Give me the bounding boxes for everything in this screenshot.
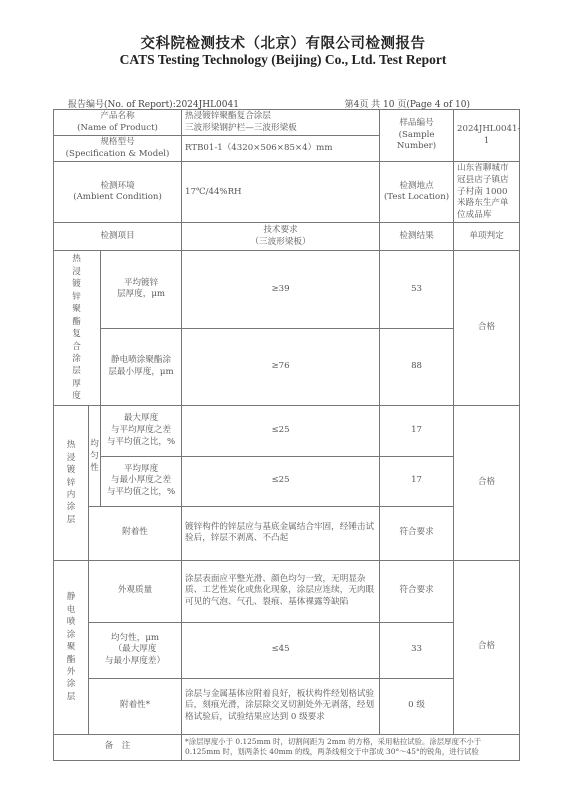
verdict-group-1: 合格 — [454, 251, 520, 405]
result-polyester-min-thickness: 88 — [380, 328, 454, 405]
page-info: 第4页 共 10 页(Page 4 of 10) — [344, 100, 470, 110]
info-row-product — [54, 110, 520, 136]
product-value: 热浸镀锌聚酯复合涂层 三波形梁钢护栏—三波形梁板 — [182, 110, 380, 136]
product-label: 产品名称 (Name of Product) — [54, 110, 182, 136]
req-max-thickness-ratio: ≤25 — [182, 405, 380, 456]
table-row — [54, 560, 520, 622]
remarks-row — [54, 734, 520, 760]
item-polyester-uniformity: 均匀性，μm （最大厚度 与最小厚度差） — [89, 622, 182, 678]
req-polyester-adhesion: 涂层与金属基体应附着良好，板状构件经划格试验后，刻痕光滑，涂层除交叉切割处外无剥落，经划格试验后，试验结果应达到 0 级要求 — [182, 678, 380, 734]
test-report-table — [53, 109, 520, 761]
report-number: 报告编号(No. of Report):2024JHL0041 — [68, 100, 239, 110]
group-label-uniformity: 均匀性 — [90, 438, 99, 473]
remarks-text: *涂层厚度小于 0.125mm 时，切割间距为 2mm 的方格，采用粘拉试验。涂层厚度不小于 0.125mm 时，划两条长 40mm 的线，两条线相交于中部成 30°～45°的锐角，进行试验 — [182, 734, 520, 760]
sample-number-label: 样品编号 (Sample Number) — [380, 110, 454, 162]
result-min-thickness-ratio: 17 — [380, 456, 454, 506]
table-row — [54, 456, 520, 506]
environment-value: 17℃/44%RH — [182, 162, 380, 223]
location-value: 山东省聊城市冠县店子镇店子村南 1000 米路东生产单位成品库 — [454, 162, 520, 223]
table-row — [54, 678, 520, 734]
result-polyester-uniformity: 33 — [380, 622, 454, 678]
item-polyester-adhesion: 附着性* — [89, 678, 182, 734]
remarks-label: 备 注 — [54, 734, 182, 760]
report-title-en: CATS Testing Technology (Beijing) Co., Ltd. Test Report — [119, 52, 447, 67]
environment-label: 检测环境 (Ambient Condition) — [54, 162, 182, 223]
item-max-thickness-ratio: 最大厚度 与平均厚度之差 与平均值之比，% — [101, 405, 182, 456]
spec-value: RTB01-1（4320×506×85×4）mm — [182, 136, 380, 162]
group-label-zinc-layer: 热浸镀锌内涂层 — [66, 440, 76, 525]
result-max-thickness-ratio: 17 — [380, 405, 454, 456]
req-appearance: 涂层表面应平整光滑、颜色均匀一致，无明显杂质、工艺性炭化或焦化现象，涂层应连续，无肉眼可见的气泡、气孔、裂痕、基体裸露等缺陷 — [182, 560, 380, 622]
group-label-polyester-layer: 静电喷涂聚酯外涂层 — [66, 592, 76, 702]
spec-label: 规格型号 (Specification & Model) — [54, 136, 182, 162]
req-polyester-uniformity: ≤45 — [182, 622, 380, 678]
item-appearance: 外观质量 — [89, 560, 182, 622]
req-zinc-average-thickness: ≥39 — [182, 251, 380, 328]
column-header-result: 检测结果 — [380, 223, 454, 251]
sample-number-value: 2024JHL0041-1 — [454, 110, 520, 162]
verdict-group-3: 合格 — [454, 560, 520, 734]
table-row — [54, 506, 520, 560]
result-polyester-adhesion: 0 级 — [380, 678, 454, 734]
item-min-thickness-ratio: 平均厚度 与最小厚度之差 与平均值之比，% — [101, 456, 182, 506]
item-zinc-average-thickness: 平均镀锌 层厚度，μm — [101, 251, 182, 328]
report-title-cn: 交科院检测技术（北京）有限公司检测报告 — [140, 35, 426, 52]
column-header-requirement: 技术要求 （三波形梁板） — [182, 223, 380, 251]
req-min-thickness-ratio: ≤25 — [182, 456, 380, 506]
info-row-environment — [54, 162, 520, 223]
result-zinc-adhesion: 符合要求 — [380, 506, 454, 560]
req-zinc-adhesion: 镀锌构件的锌层应与基底金属结合牢固，经锤击试验后，锌层不剥离、不凸起 — [182, 506, 380, 560]
column-header-item: 检测项目 — [54, 223, 182, 251]
table-row — [54, 622, 520, 678]
table-row — [54, 251, 520, 328]
result-appearance: 符合要求 — [380, 560, 454, 622]
result-zinc-average-thickness: 53 — [380, 251, 454, 328]
column-header-row — [54, 223, 520, 251]
table-row — [54, 328, 520, 405]
location-label: 检测地点 (Test Location) — [380, 162, 454, 223]
table-row — [54, 405, 520, 456]
verdict-group-2: 合格 — [454, 405, 520, 560]
group-label-coating-thickness: 热浸镀锌聚酯复合涂层厚度 — [72, 254, 82, 402]
req-polyester-min-thickness: ≥76 — [182, 328, 380, 405]
column-header-verdict: 单项判定 — [454, 223, 520, 251]
item-zinc-adhesion: 附着性 — [89, 506, 182, 560]
item-polyester-min-thickness: 静电喷涂聚酯涂 层最小厚度，μm — [101, 328, 182, 405]
